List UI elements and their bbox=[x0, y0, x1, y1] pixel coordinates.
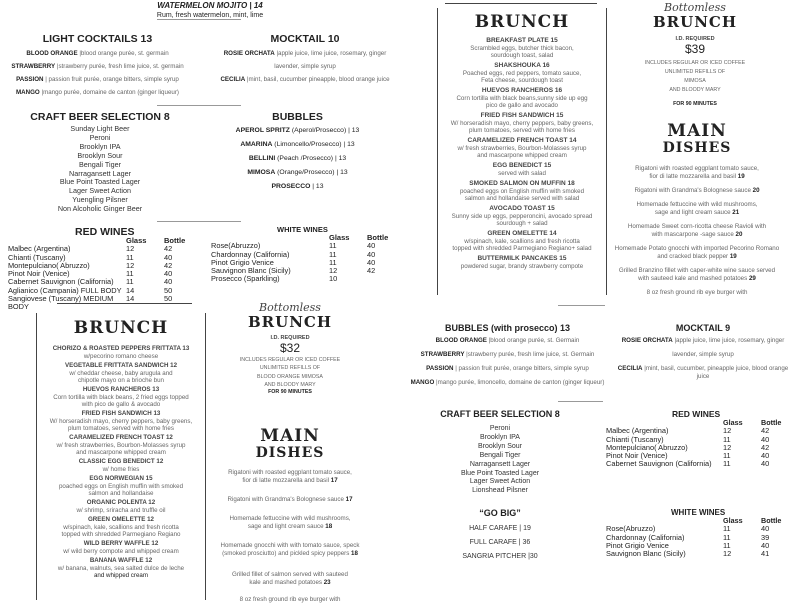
list-item: Brooklyn IPA bbox=[480, 433, 520, 441]
light-cocktails-section bbox=[0, 33, 195, 97]
table-row: Malbec (Argentina) 12 42 bbox=[8, 244, 173, 254]
dish-item: Homemade Sweet corn-ricotta cheese Ravioli with with mascarpone -sage sauce 20 bbox=[627, 223, 767, 238]
list-item: Narragansett Lager bbox=[469, 460, 531, 468]
list-item: Non Alcoholic Ginger Beer bbox=[57, 204, 143, 214]
section-title: LIGHT COCKTAILS 13 bbox=[42, 33, 153, 45]
price: $39 bbox=[684, 42, 706, 56]
section-title: BUBBLES (with prosecco) 13 bbox=[444, 323, 571, 333]
brunch-menu-bottom bbox=[36, 318, 206, 579]
table-row: Pinot Noir (Venice) 11 40 bbox=[606, 451, 770, 461]
menu-item: CHORIZO & ROASTED PEPPERS FRITTATA 13 w/pecorino romano cheese bbox=[52, 345, 190, 360]
dishes-title: DISHES bbox=[662, 140, 732, 156]
list-item: PASSION | passion fruit purée, orange bitters, simple syrup bbox=[426, 365, 589, 372]
table-row: Pinot Grigio Venice 11 40 bbox=[211, 257, 376, 267]
table-header: Glass Bottle bbox=[126, 236, 186, 245]
menu-item: CARAMELIZED FRENCH TOAST 12 w/ fresh strawberries, Bourbon-Molasses syrup and mascarpone whipped cream bbox=[56, 434, 186, 456]
white-wines-title: WHITE WINES bbox=[277, 225, 328, 234]
list-item: Brooklyn Sour bbox=[478, 442, 522, 450]
table-row: Chianti (Tuscany) 11 40 bbox=[606, 434, 770, 444]
table-row: Rose(Abruzzo) 11 40 bbox=[606, 524, 770, 534]
bottomless-brunch-32 bbox=[225, 302, 355, 395]
section-title: CRAFT BEER SELECTION 8 bbox=[30, 111, 170, 123]
mocktail-9-section bbox=[608, 323, 798, 381]
menu-item: CLASSIC EGG BENEDICT 12 w/ home fries bbox=[78, 458, 164, 473]
section-title: MOCKTAIL 9 bbox=[675, 323, 731, 333]
divider bbox=[157, 19, 241, 20]
bottomless-script: Bottomless bbox=[664, 1, 726, 14]
table-row: Pinot Grigio Venice 11 40 bbox=[606, 540, 770, 550]
menu-item: ORGANIC POLENTA 12 w/ shrimp, sriracha and truffle oil bbox=[76, 499, 166, 514]
list-item: Yuengling Pilsner bbox=[72, 195, 128, 205]
list-item: Sunday Light Beer bbox=[70, 124, 130, 133]
list-item: SANGRIA PITCHER |30 bbox=[462, 553, 538, 561]
bottomless-brunch-39 bbox=[620, 2, 770, 107]
menu-item: HUEVOS RANCHEROS 13 Corn tortilla with black beans, 2 fried eggs topped with pico de gallo & avocado bbox=[53, 386, 189, 408]
menu-item: WILD BERRY WAFFLE 12 w/ wild berry compote and whipped cream bbox=[63, 540, 179, 555]
list-item: Narragansett Lager bbox=[69, 168, 131, 178]
mocktail-section bbox=[205, 33, 405, 84]
bottomless-title: BRUNCH bbox=[652, 13, 738, 31]
dish-item: Grilled fillet of salmon served with sauteed kale and mashed potatoes 23 bbox=[232, 571, 348, 586]
dish-item: Grilled Branzino fillet with caper-white wine sauce served with sauteed kale and mashed potatoes 29 bbox=[618, 267, 776, 282]
list-item: Brooklyn IPA bbox=[79, 141, 121, 151]
menu-item: SHAKSHOUKA 16 Poached eggs, red peppers, tomato sauce, Feta cheese, sourdough toast bbox=[462, 62, 582, 84]
includes: INCLUDES REGULAR OR ICED COFFEE UNLIMITED REFILLS OF BLOOD ORANGE MIMOSA AND BLOODY MARY bbox=[239, 357, 341, 388]
section-title: BUBBLES bbox=[272, 111, 323, 123]
menu-item: HUEVOS RANCHEROS 16 Corn tortilla with black beans,sunny side up egg pico de gallo and avocado bbox=[456, 87, 588, 109]
list-item: ROSIE ORCHATA |apple juice, lime juice, rosemary, ginger bbox=[223, 50, 387, 57]
list-item: MANGO |mango purée, limoncello, domaine de canton (ginger liqueur) bbox=[410, 379, 605, 386]
menu-item: FRIED FISH SANDWICH 15 W/ horseradish mayo, cherry peppers, baby greens, plum tomatoes, served with home fries bbox=[450, 112, 594, 134]
main-title: MAIN bbox=[667, 121, 727, 141]
list-item: BLOOD ORANGE |blood orange purée, st. Germain bbox=[435, 337, 580, 344]
list-item: BELLINI (Peach /Prosecco) | 13 bbox=[248, 155, 347, 162]
bottomless-script: Bottomless bbox=[259, 301, 321, 314]
craft-beer-section bbox=[20, 111, 180, 214]
list-item: PASSION | passion fruit purée, orange bitters, simple syrup bbox=[16, 76, 179, 83]
dish-item: Homemade fettuccine with wild mushrooms, sage and light cream sauce 21 bbox=[636, 201, 758, 216]
bubbles-prosecco-section bbox=[410, 323, 605, 387]
list-item: Blue Point Toasted Lager bbox=[460, 469, 540, 477]
red-wines-title: RED WINES bbox=[672, 409, 721, 419]
dish-item: Rigatoni with roasted eggplant tomato sauce, fior di latte mozzarella and basil 17 bbox=[228, 469, 352, 484]
list-item: Lager Sweet Action bbox=[469, 478, 531, 486]
dish-item: Rigatoni with Grandma's Bolognese sauce 20 bbox=[634, 187, 760, 194]
list-item: STRAWBERRY |strawberry purée, fresh lime juice, st. Germain bbox=[420, 351, 595, 358]
id-required: I.D. REQUIRED bbox=[675, 36, 715, 42]
list-item: Lager Sweet Action bbox=[69, 186, 131, 196]
table-row: Montepulciano( Abruzzo) 12 42 bbox=[8, 260, 173, 270]
list-item: Bengali Tiger bbox=[479, 451, 521, 459]
id-required: I.D. REQUIRED bbox=[270, 335, 310, 341]
beer-list bbox=[420, 425, 580, 496]
main-dishes-top bbox=[612, 121, 782, 296]
list-item: FULL CARAFE | 36 bbox=[469, 539, 531, 547]
watermelon-title: WATERMELON MOJITO | 14 bbox=[157, 1, 263, 10]
dish-item: Homemade gnocchi with with tomato sauce, speck (smoked prosciutto) and pickled spicy peppers 18 bbox=[220, 542, 360, 557]
table-header: Glass Bottle bbox=[723, 516, 782, 525]
list-item: Bengali Tiger bbox=[79, 159, 121, 169]
list-item: PROSECCO | 13 bbox=[271, 183, 324, 190]
bottomless-title: BRUNCH bbox=[247, 313, 333, 331]
red-wines-table bbox=[8, 236, 208, 312]
table-row: Rose(Abruzzo) 11 40 bbox=[211, 241, 376, 251]
menu-item: GREEN OMELETTE 14 w/spinach, kale, scallions and fresh ricotta topped with shredded Parmegiano Regiano+ salad bbox=[452, 230, 592, 252]
dish-item: Homemade Potato gnocchi with imported Pecorino Romano and cracked black pepper 19 bbox=[614, 245, 780, 260]
table-row: Chianti (Tuscany) 11 40 bbox=[8, 252, 173, 262]
beer-list bbox=[20, 125, 180, 214]
list-item: MANGO |mango purée, domaine de canton (ginger liqueur) bbox=[16, 89, 179, 96]
list-item: CECILIA |mint, basil, cucumber pineapple, blood orange juice bbox=[220, 76, 390, 83]
divider bbox=[157, 105, 241, 106]
divider bbox=[558, 401, 603, 402]
bubbles-section bbox=[215, 111, 380, 191]
list-item: CECILIA |mint, basil, cucumber, pineapple juice, blood orange bbox=[617, 365, 789, 372]
dish-item: Rigatoni with Grandma's Bolognese sauce 17 bbox=[227, 496, 353, 503]
table-row: Aglianico (Campania) FULL BODY 14 50 bbox=[8, 285, 173, 295]
table-row: Malbec (Argentina) 12 42 bbox=[606, 426, 770, 436]
table-row: Pinot Noir (Venice) 11 40 bbox=[8, 269, 173, 279]
main-dishes-bottom bbox=[210, 428, 370, 604]
dish-item: Homemade fettuccine with wild mushrooms, sage and light cream sauce 18 bbox=[229, 515, 351, 530]
table-header: Glass Bottle bbox=[723, 418, 782, 427]
list-item: MIMOSA (Orange/Prosecco) | 13 bbox=[247, 169, 348, 176]
list-item: Blue Point Toasted Lager bbox=[59, 177, 141, 187]
dish-item: 8 oz fresh ground rib eye burger with bbox=[239, 596, 341, 603]
go-big-title: “GO BIG” bbox=[479, 508, 521, 519]
main-title: MAIN bbox=[260, 426, 320, 446]
section-title: MOCKTAIL 10 bbox=[270, 33, 340, 45]
list-item-cont: lavender, simple syrup bbox=[672, 351, 734, 358]
menu-item: BUTTERMILK PANCAKES 15 powdered sugar, brandy strawberry compote bbox=[460, 255, 584, 270]
table-row: Cabernet Sauvignon (California) 11 40 bbox=[606, 459, 770, 469]
go-big-list bbox=[420, 522, 580, 564]
menu-item: CARAMELIZED FRENCH TOAST 14 w/ fresh strawberries, Bourbon-Molasses syrup and mascarpone whipped cream bbox=[457, 137, 587, 159]
list-item: STRAWBERRY |strawberry purée, fresh lime juice, st. germain bbox=[11, 63, 184, 70]
menu-item: VEGETABLE FRITTATA SANDWICH 12 w/ cheddar cheese, baby arugula and chipotle mayo on a brioche bun bbox=[64, 362, 178, 384]
red-wines-table bbox=[606, 419, 800, 469]
menu-item: EGG NORWEGIAN 15 poached eggs on English muffin with smoked salmon and hollandaise bbox=[58, 475, 184, 497]
list-item: ROSIE ORCHATA |apple juice, lime juice, rosemary, ginger bbox=[621, 337, 785, 344]
list-item-cont: juice bbox=[696, 373, 710, 380]
list-item: AMARINA (Limoncello/Prosecco) | 13 bbox=[240, 141, 355, 148]
list-item: Peroni bbox=[489, 425, 511, 432]
table-row: Prosecco (Sparkling) 10 bbox=[211, 274, 338, 284]
list-item: Peroni bbox=[89, 132, 111, 142]
divider bbox=[558, 305, 605, 306]
list-item: BLOOD ORANGE |blood orange purée, st. germain bbox=[26, 50, 169, 57]
brunch-menu-top bbox=[437, 12, 607, 273]
list-item: Lionshead Pilsner bbox=[472, 487, 528, 495]
list-item: HALF CARAFE | 19 bbox=[469, 525, 531, 533]
red-wines-title: RED WINES bbox=[75, 226, 135, 238]
menu-item: GREEN OMELETTE 12 w/spinach, kale, scallions and fresh ricotta topped with shredded Parmegiano Regiano bbox=[61, 516, 181, 538]
menu-item: BREAKFAST PLATE 15 Scrambled eggs, butcher thick bacon, sourdough toast, salad bbox=[470, 37, 574, 59]
section-title: CRAFT BEER SELECTION 8 bbox=[440, 409, 560, 419]
panel-top-border bbox=[57, 303, 192, 304]
watermelon-desc: Rum, fresh watermelon, mint, lime bbox=[156, 12, 264, 19]
watermelon-mojito bbox=[100, 1, 320, 20]
table-row: Chardonnay (California) 11 39 bbox=[606, 532, 770, 542]
menu-item: SMOKED SALMON ON MUFFIN 18 poached eggs on English muffin with smoked salmon and hollandaise served with salad bbox=[459, 180, 585, 202]
duration: FOR 90 MINUTES bbox=[673, 101, 717, 107]
divider bbox=[157, 221, 241, 222]
includes: INCLUDES REGULAR OR ICED COFFEE UNLIMITED REFILLS OF MIMOSA AND BLOODY MARY bbox=[644, 60, 746, 93]
dishes-title: DISHES bbox=[255, 445, 325, 461]
white-wines-table bbox=[211, 234, 411, 284]
table-row: Montepulciano( Abruzzo) 12 42 bbox=[606, 442, 770, 452]
table-row: Sangiovese (Tuscany) MEDIUM BODY 14 50 bbox=[8, 294, 173, 312]
panel-top-border bbox=[445, 3, 597, 4]
list-item-cont: lavender, simple syrup bbox=[274, 63, 336, 70]
list-item: Brooklyn Sour bbox=[77, 150, 123, 160]
menu-item: AVOCADO TOAST 15 Sunny side up eggs, pepperoncini, avocado spread sourdough + salad bbox=[451, 205, 593, 227]
list-item: APEROL SPRITZ (Aperol/Prosecco) | 13 bbox=[235, 127, 360, 134]
table-row: Chardonnay (California) 11 40 bbox=[211, 249, 376, 259]
dish-item: 8 oz fresh ground rib eye burger with bbox=[646, 289, 748, 296]
table-row: Sauvignon Blanc (Sicily) 12 41 bbox=[606, 549, 770, 559]
craft-beer-section-2 bbox=[420, 409, 580, 564]
duration: FOR 90 MINUTES bbox=[268, 389, 312, 396]
table-row: Sauvignon Blanc (Sicily) 12 42 bbox=[211, 266, 376, 276]
dish-item: Rigatoni with roasted eggplant tomato sauce, fior di latte mozzarella and basil 19 bbox=[635, 165, 759, 180]
brunch-title: BRUNCH bbox=[73, 318, 169, 338]
menu-item: BANANA WAFFLE 12 w/ banana, walnuts, sea salted dulce de leche and whipped cream bbox=[57, 557, 185, 579]
white-wines-table bbox=[606, 517, 800, 558]
menu-item: EGG BENEDICT 15 served with salad bbox=[492, 162, 552, 177]
price: $32 bbox=[279, 341, 301, 355]
white-wines-title: WHITE WINES bbox=[671, 508, 726, 517]
brunch-title: BRUNCH bbox=[474, 12, 570, 32]
table-header: Glass Bottle bbox=[329, 233, 389, 242]
menu-item: FRIED FISH SANDWICH 13 W/ horseradish mayo, cherry peppers, baby greens, plum tomatoes, served with home fries bbox=[49, 410, 193, 432]
table-row: Cabernet Sauvignon (California) 11 40 bbox=[8, 277, 173, 287]
